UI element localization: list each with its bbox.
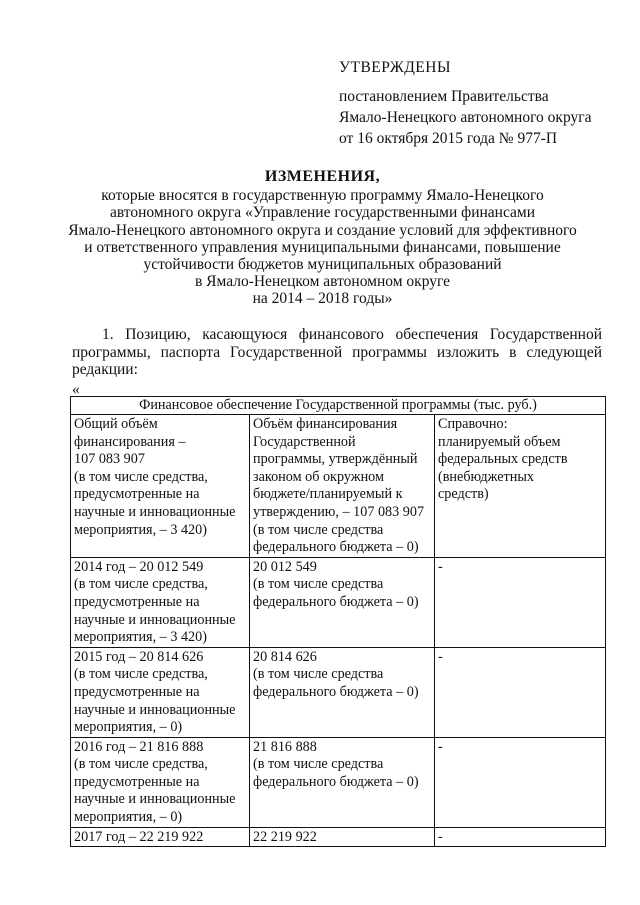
approval-block bbox=[339, 57, 591, 149]
cell-line: научные и инновационные bbox=[74, 701, 236, 718]
cell-line: (в том числе средства, bbox=[74, 756, 208, 773]
cell-line: планируемый объем bbox=[438, 433, 561, 450]
title-line: автономного округа «Управление государственными финансами bbox=[109, 204, 536, 222]
cell-line: (в том числе средства, bbox=[74, 468, 208, 485]
table-row bbox=[71, 647, 606, 737]
table-cell-col3 bbox=[435, 415, 606, 558]
table-cell-col3 bbox=[435, 557, 606, 647]
cell-line: (в том числе средства bbox=[253, 521, 384, 538]
cell-line: программы, утверждённый bbox=[253, 451, 418, 468]
cell-line: предусмотренные на bbox=[74, 773, 200, 790]
table-row bbox=[71, 827, 606, 847]
body-paragraph bbox=[72, 326, 602, 379]
cell-line: предусмотренные на bbox=[74, 486, 200, 503]
table-cell-col2 bbox=[250, 827, 435, 847]
cell-line: мероприятия, – 3 420) bbox=[74, 521, 207, 538]
paragraph-text: 1. Позицию, касающуюся финансового обеспечения Государственной программы, паспорта Государственной программы изложить в следующей редакции: bbox=[72, 326, 602, 378]
title-line: устойчивости бюджетов муниципальных образований bbox=[143, 256, 502, 274]
title-line: на 2014 – 2018 годы» bbox=[252, 290, 393, 308]
table-cell-col2 bbox=[250, 557, 435, 647]
table-header: Финансовое обеспечение Государственной программы (тыс. руб.) bbox=[71, 397, 606, 415]
cell-line: научные и инновационные bbox=[74, 503, 236, 520]
table-cell-col1 bbox=[71, 737, 250, 827]
cell-line: научные и инновационные bbox=[74, 791, 236, 808]
cell-line: утверждению, – 107 083 907 bbox=[253, 503, 425, 520]
table-cell-col1 bbox=[71, 647, 250, 737]
cell-line: - bbox=[438, 828, 443, 845]
cell-line: (в том числе средства, bbox=[74, 576, 208, 593]
table-row bbox=[71, 415, 606, 558]
cell-line: - bbox=[438, 738, 443, 755]
cell-line: научные и инновационные bbox=[74, 611, 236, 628]
document-title bbox=[60, 168, 585, 308]
cell-line: законом об окружном bbox=[253, 468, 384, 485]
cell-line: 20 814 626 bbox=[253, 648, 317, 665]
cell-line: 2016 год – 21 816 888 bbox=[74, 738, 204, 755]
opening-quote: « bbox=[72, 381, 80, 398]
cell-line: федерального бюджета – 0) bbox=[253, 539, 419, 556]
title-line: в Ямало-Ненецком автономном округе bbox=[194, 273, 451, 291]
cell-line: федерального бюджета – 0) bbox=[253, 773, 419, 790]
cell-line: Общий объём bbox=[74, 416, 158, 432]
cell-line: бюджете/планируемый к bbox=[253, 486, 403, 503]
cell-line: 2017 год – 22 219 922 bbox=[74, 828, 204, 845]
cell-line: - bbox=[438, 558, 443, 575]
cell-line: 2015 год – 20 814 626 bbox=[74, 648, 204, 665]
cell-line: Справочно: bbox=[438, 416, 508, 432]
approval-line: постановлением Правительства bbox=[339, 88, 549, 105]
cell-line: 21 816 888 bbox=[253, 738, 317, 755]
cell-line: 107 083 907 bbox=[74, 451, 145, 468]
table-cell-col1 bbox=[71, 557, 250, 647]
cell-line: (в том числе средства bbox=[253, 576, 384, 593]
cell-line: (в том числе средства, bbox=[74, 666, 208, 683]
cell-line: предусмотренные на bbox=[74, 593, 200, 610]
title-line: которые вносятся в государственную программу Ямало-Ненецкого bbox=[101, 187, 544, 205]
table-cell-col2 bbox=[250, 737, 435, 827]
cell-line: мероприятия, – 0) bbox=[74, 809, 183, 826]
cell-line: федеральных средств bbox=[438, 451, 568, 468]
table-row bbox=[71, 737, 606, 827]
cell-line: 20 012 549 bbox=[253, 558, 317, 575]
cell-line: средств) bbox=[438, 486, 489, 503]
approval-heading: УТВЕРЖДЕНЫ bbox=[339, 59, 451, 76]
cell-line: мероприятия, – 3 420) bbox=[74, 629, 207, 646]
table-cell-col1 bbox=[71, 415, 250, 558]
cell-line: (в том числе средства bbox=[253, 666, 384, 683]
cell-line: - bbox=[438, 648, 443, 665]
cell-line: (внебюджетных bbox=[438, 468, 534, 485]
cell-line: федерального бюджета – 0) bbox=[253, 683, 419, 700]
financing-table bbox=[70, 396, 606, 847]
title-main: ИЗМЕНЕНИЯ, bbox=[264, 168, 381, 185]
cell-line: (в том числе средства bbox=[253, 756, 384, 773]
cell-line: предусмотренные на bbox=[74, 683, 200, 700]
title-line: и ответственного управления муниципальными финансами, повышение bbox=[84, 238, 561, 256]
table-cell-col3 bbox=[435, 737, 606, 827]
cell-line: Государственной bbox=[253, 433, 356, 450]
cell-line: Объём финансирования bbox=[253, 416, 398, 432]
approval-line: Ямало-Ненецкого автономного округа bbox=[339, 109, 592, 126]
table-cell-col3 bbox=[435, 647, 606, 737]
cell-line: 22 219 922 bbox=[253, 828, 317, 845]
cell-line: 2014 год – 20 012 549 bbox=[74, 558, 204, 575]
table-cell-col2 bbox=[250, 647, 435, 737]
cell-line: финансирования – bbox=[74, 433, 186, 450]
cell-line: мероприятия, – 0) bbox=[74, 719, 183, 736]
table-cell-col3 bbox=[435, 827, 606, 847]
table-cell-col1 bbox=[71, 827, 250, 847]
approval-line: от 16 октября 2015 года № 977-П bbox=[339, 130, 558, 147]
table-cell-col2 bbox=[250, 415, 435, 558]
table-row bbox=[71, 557, 606, 647]
cell-line: федерального бюджета – 0) bbox=[253, 593, 419, 610]
title-line: Ямало-Ненецкого автономного округа и создание условий для эффективного bbox=[68, 221, 577, 239]
